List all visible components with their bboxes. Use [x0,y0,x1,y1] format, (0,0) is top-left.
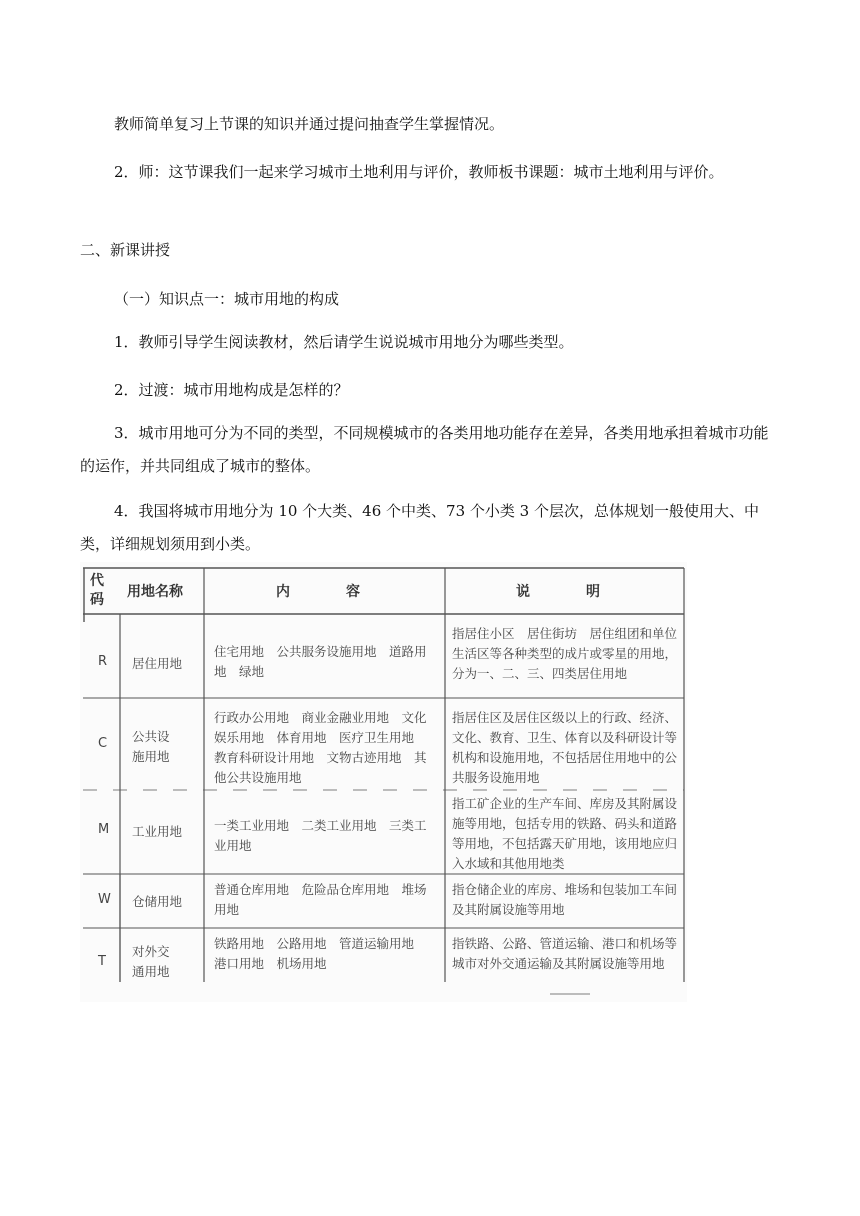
header-note: 说 明 [516,584,600,600]
row-code: M [98,822,110,837]
paragraph-review: 教师简单复习上节课的知识并通过提问抽查学生掌握情况。 [114,115,505,133]
row-note: 指工矿企业的生产车间、库房及其附属设施等用地，包括专用的铁路、码头和道路等用地，不包括露天矿用地，该用地应归入水域和其他用地类 [452,796,678,871]
row-code: T [98,954,106,969]
paragraph-topic: 2．师：这节课我们一起来学习城市土地利用与评价，教师板书课题：城市土地利用与评价。 [114,163,724,181]
row-land-name: 对外交通用地 [132,944,170,979]
header-code: 代码 [90,573,104,608]
row-note: 指仓储企业的库房、堆场和包装加工车间及其附属设施等用地 [452,882,678,917]
header-content: 内 容 [276,584,360,600]
row-land-name: 公共设施用地 [132,729,170,764]
row-note: 指居住小区 居住街坊 居住组团和单位生活区等各种类型的成片或零星的用地，分为一、二、三、四类居住用地 [452,626,678,681]
row-land-name: 仓储用地 [132,894,183,909]
paragraph-step-2: 2．过渡：城市用地构成是怎样的？ [114,381,349,399]
paragraph-step-1: 1．教师引导学生阅读教材，然后请学生说说城市用地分为哪些类型。 [114,333,574,351]
section-heading-new-lesson: 二、新课讲授 [80,241,171,259]
subsection-heading-knowledge-point-1: （一）知识点一：城市用地的构成 [114,290,340,308]
paragraph-step-3: 3．城市用地可分为不同的类型，不同规模城市的各类用地功能存在差异，各类用地承担着城市功能的运作，并共同组成了城市的整体。 [80,424,769,475]
paragraph-step-4: 4．我国将城市用地分为 10 个大类、46 个中类、73 个小类 3 个层次，总体规划一般使用大、中类，详细规划须用到小类。 [80,502,759,553]
row-code: W [98,892,111,907]
row-content: 铁路用地 公路用地 管道运输用地 港口用地 机场用地 [214,936,427,971]
row-content: 一类工业用地 二类工业用地 三类工业用地 [214,818,427,853]
row-land-name: 工业用地 [132,824,183,839]
row-land-name: 居住用地 [132,656,183,671]
row-content: 普通仓库用地 危险品仓库用地 堆场用地 [214,882,427,917]
row-code: R [98,654,108,669]
land-use-classification-table-image [80,562,687,1002]
row-note: 指铁路、公路、管道运输、港口和机场等城市对外交通运输及其附属设施等用地 [452,936,678,971]
row-content: 行政办公用地 商业金融业用地 文化娱乐用地 体育用地 医疗卫生用地 教育科研设计用地 文物古迹用地 其他公共设施用地 [214,710,427,785]
header-land-name: 用地名称 [127,584,183,600]
row-content: 住宅用地 公共服务设施用地 道路用地 绿地 [214,644,427,679]
row-code: C [98,736,108,751]
row-note: 指居住区及居住区级以上的行政、经济、文化、教育、卫生、体育以及科研设计等机构和设施用地，不包括居住用地中的公共服务设施用地 [452,710,678,785]
